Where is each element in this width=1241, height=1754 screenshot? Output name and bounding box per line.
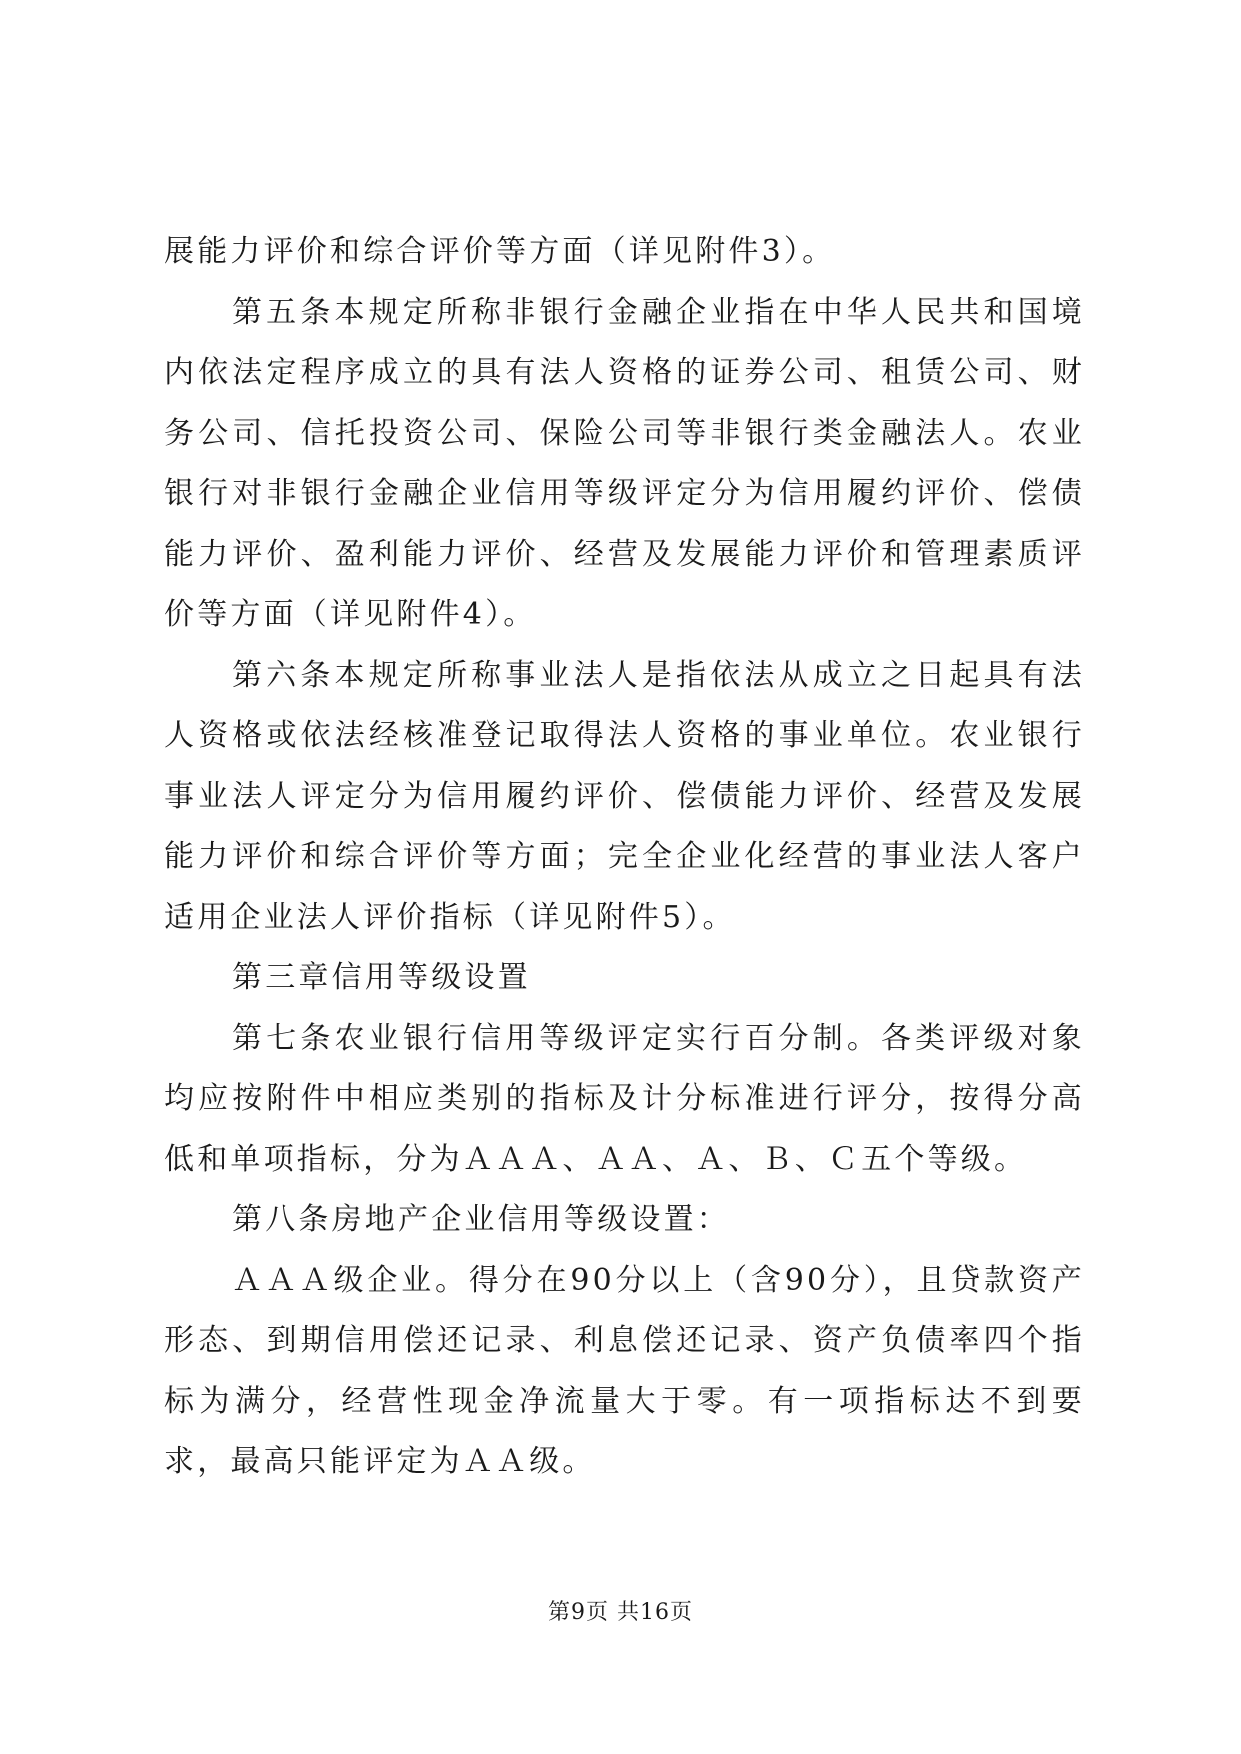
paragraph-article-7: 第七条农业银行信用等级评定实行百分制。各类评级对象均应按附件中相应类别的指标及计分标准进行评分，按得分高低和单项指标，分为ＡＡＡ、ＡＡ、Ａ、Ｂ、Ｃ五个等级。	[164, 1020, 1085, 1177]
paragraph-article-8: 第八条房地产企业信用等级设置：	[232, 1202, 730, 1237]
paragraph-aaa-grade: ＡＡＡ级企业。得分在90分以上（含90分），且贷款资产形态、到期信用偿还记录、利息偿还记录、资产负债率四个指标为满分，经营性现金净流量大于零。有一项指标达不到要求，最高只能评定为ＡＡ级。	[164, 1262, 1085, 1479]
paragraph-article-5: 第五条本规定所称非银行金融企业指在中华人民共和国境内依法定程序成立的具有法人资格的证券公司、租赁公司、财务公司、信托投资公司、保险公司等非银行类金融法人。农业银行对非银行金融企业信用等级评定分为信用履约评价、偿债能力评价、盈利能力评价、经营及发展能力评价和管理素质评价等方面（详见附件4）。	[164, 294, 1085, 632]
document-body	[164, 222, 1085, 1493]
page-number-footer: 第9页 共16页	[548, 1600, 693, 1625]
chapter-heading: 第三章信用等级设置	[232, 960, 531, 995]
paragraph-continuation: 展能力评价和综合评价等方面（详见附件3）。	[164, 234, 836, 269]
paragraph-article-6: 第六条本规定所称事业法人是指依法从成立之日起具有法人资格或依法经核准登记取得法人资格的事业单位。农业银行事业法人评定分为信用履约评价、偿债能力评价、经营及发展能力评价和综合评价等方面；完全企业化经营的事业法人客户适用企业法人评价指标（详见附件5）。	[164, 657, 1085, 935]
